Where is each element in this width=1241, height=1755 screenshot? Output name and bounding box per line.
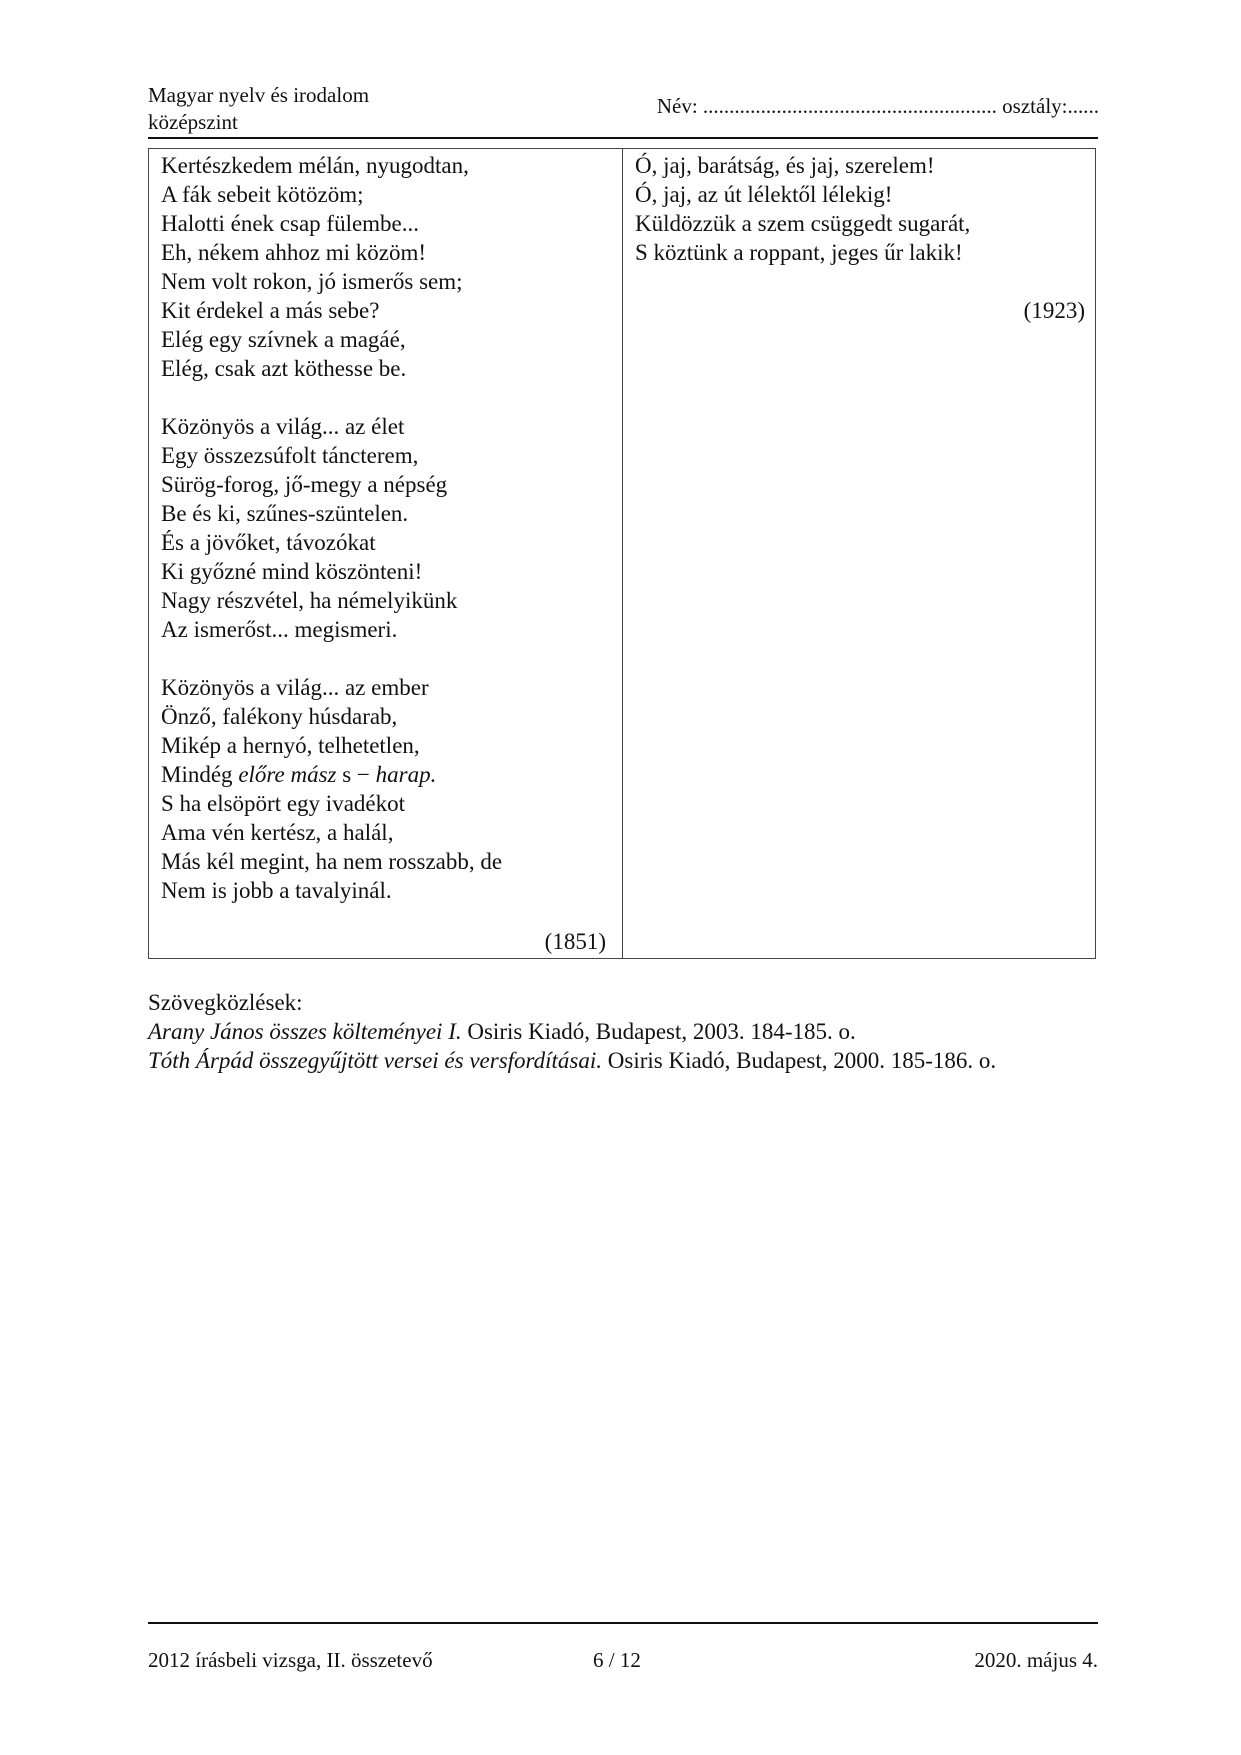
poem-left-column: [149, 149, 623, 958]
poem-line: Elég, csak azt köthesse be.: [161, 356, 407, 381]
poem-line: És a jövőket, távozókat: [161, 530, 376, 555]
level-label: középszint: [148, 110, 238, 134]
source-details: Osiris Kiadó, Budapest, 2000. 185-186. o.: [602, 1048, 997, 1073]
poem-table: [148, 148, 1096, 959]
poem-line: Elég egy szívnek a magáé,: [161, 327, 406, 352]
poem-line: S ha elsöpört egy ivadékot: [161, 791, 406, 816]
name-class-field: Név: ........................................................ osztály:......: [656, 94, 1099, 118]
source-title: Arany János összes költeményei I.: [148, 1019, 462, 1044]
italic-segment: harap.: [375, 762, 437, 787]
poem-line: Közönyös a világ... az élet: [161, 414, 405, 439]
poem-line: Közönyös a világ... az ember: [161, 675, 429, 700]
subject-title: Magyar nyelv és irodalom: [148, 83, 370, 107]
sources-section: [148, 988, 996, 1075]
poem-line: Kertészkedem mélán, nyugodtan,: [161, 153, 469, 178]
source-item: [148, 1017, 996, 1046]
poem-year-left: (1851): [544, 929, 606, 954]
poem-line: Be és ki, szűnes-szüntelen.: [161, 501, 409, 526]
source-details: Osiris Kiadó, Budapest, 2003. 184-185. o.: [461, 1019, 856, 1044]
source-title: Tóth Árpád összegyűjtött versei és versfordításai.: [148, 1048, 603, 1073]
header-divider: [148, 137, 1098, 139]
poem-line: Halotti ének csap fülembe...: [161, 211, 420, 236]
poem-line: Nagy részvétel, ha némelyikünk: [161, 588, 458, 613]
exam-date: 2020. május 4.: [974, 1648, 1098, 1672]
poem-line: Nem is jobb a tavalyinál.: [161, 878, 392, 903]
poem-line: Eh, nékem ahhoz mi közöm!: [161, 240, 427, 265]
poem-line: Ó, jaj, barátság, és jaj, szerelem!: [635, 153, 935, 178]
source-item: [148, 1046, 996, 1075]
poem-line: Ama vén kertész, a halál,: [161, 820, 394, 845]
stanza-1: [161, 151, 612, 383]
poem-line-italic-mix: [161, 760, 612, 789]
poem-line: Ó, jaj, az út lélektől lélekig!: [635, 182, 893, 207]
stanza-3: [161, 673, 612, 905]
poem-line: Nem volt rokon, jó ismerős sem;: [161, 269, 463, 294]
poem-line: Kit érdekel a más sebe?: [161, 298, 380, 323]
poem-line: A fák sebeit kötözöm;: [161, 182, 364, 207]
poem-line: Önző, falékony húsdarab,: [161, 704, 398, 729]
poem-year-right: (1923): [1023, 298, 1085, 323]
italic-segment: előre mász: [238, 762, 337, 787]
line-segment: s −: [336, 762, 376, 787]
poem-line: Az ismerőst... megismeri.: [161, 617, 398, 642]
poem-line: Más kél megint, ha nem rosszabb, de: [161, 849, 503, 874]
poem-line: Küldözzük a szem csüggedt sugarát,: [635, 211, 971, 236]
line-segment: Mindég: [161, 762, 239, 787]
poem-line: Sürög-forog, jő-megy a népség: [161, 472, 448, 497]
stanza-2: [161, 412, 612, 644]
footer-divider: [148, 1622, 1098, 1624]
poem-line: Ki győzné mind köszönteni!: [161, 559, 423, 584]
exam-code: 2012 írásbeli vizsga, II. összetevő: [148, 1648, 433, 1672]
poem-right-column: [623, 149, 1095, 958]
page-number: 6 / 12: [593, 1648, 641, 1672]
sources-heading: Szövegközlések:: [148, 990, 303, 1015]
header-left: [148, 82, 369, 136]
poem-line: S köztünk a roppant, jeges űr lakik!: [635, 240, 963, 265]
poem-line: Mikép a hernyó, telhetetlen,: [161, 733, 420, 758]
poem-line: Egy összezsúfolt táncterem,: [161, 443, 419, 468]
